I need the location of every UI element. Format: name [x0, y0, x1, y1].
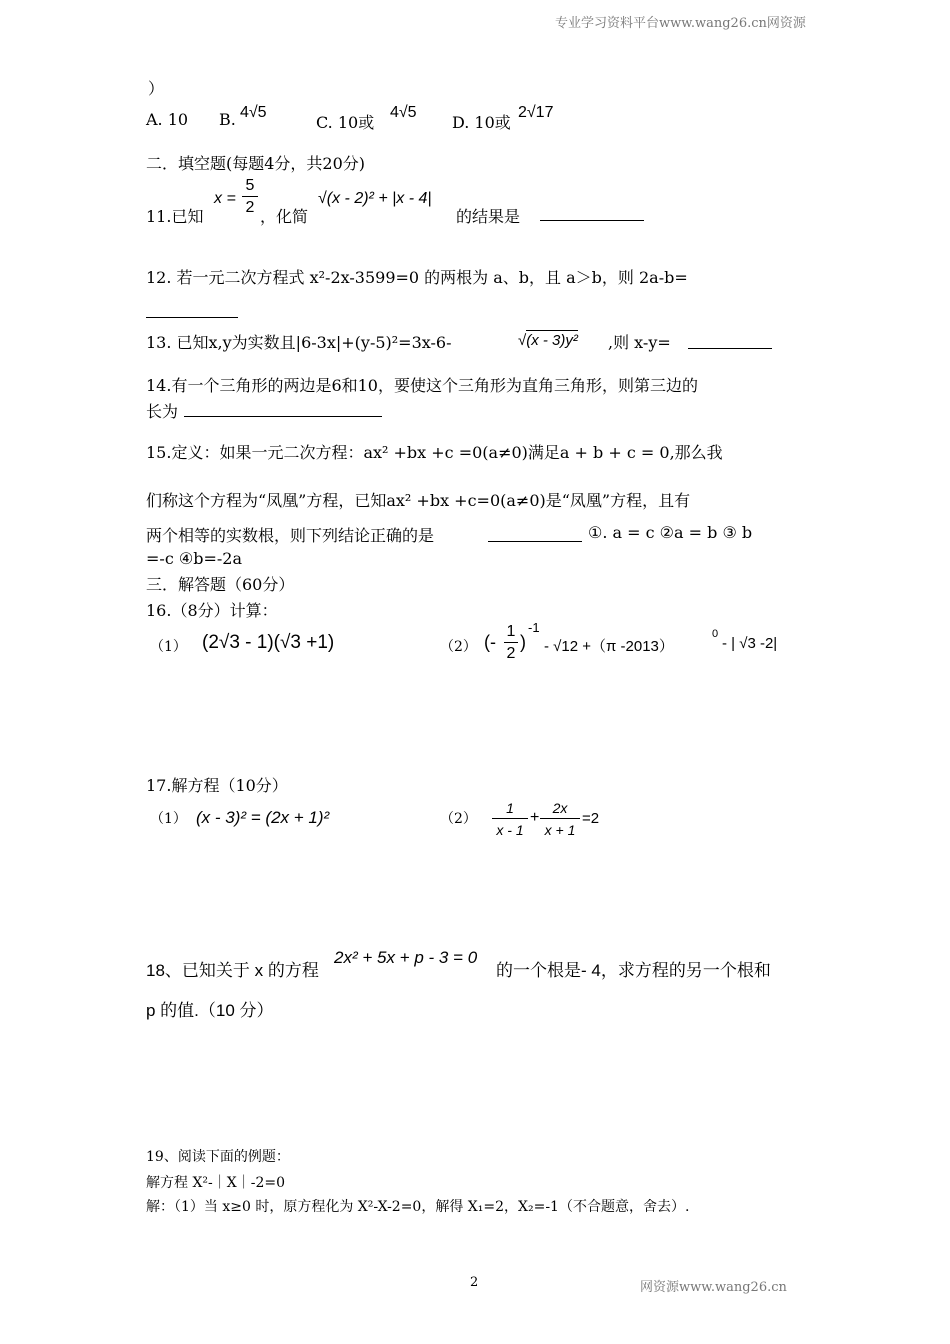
- q14-line2: 长为: [146, 402, 179, 421]
- q10-options: [146, 104, 796, 134]
- q17-p2-plus: +: [530, 809, 540, 826]
- q13-sqrt-expr: (x - 3)y²: [526, 332, 578, 349]
- q14-line1: 14.有一个三角形的两边是6和10，要使这个三角形为直角三角形，则第三边的: [146, 376, 698, 395]
- question-12: 12. 若一元二次方程式 x²-2x-3599=0 的两根为 a、b，且 a＞b，则 2a-b=: [146, 268, 688, 287]
- q17-title: 17.解方程（10分）: [146, 776, 288, 795]
- q16-p2-rest: - √12 +（π -2013）: [544, 638, 674, 655]
- q19-line3: 解：（1）当 x≥0 时，原方程化为 X²-X-2=0，解得 X₁=2，X₂=-1（不合题意，舍去）.: [146, 1199, 690, 1215]
- option-c-label: C. 10或: [316, 113, 375, 132]
- q18-line2: p 的值.（10 分）: [146, 1001, 274, 1020]
- q16-p2-frac-num: 1: [504, 622, 518, 643]
- q11-frac-num: 5: [242, 176, 258, 197]
- q16-p1-label: （1）: [150, 639, 187, 655]
- q13-sqrt: √(x - 3)y²: [518, 332, 578, 349]
- q18-prefix: 18、已知关于 x 的方程: [146, 961, 319, 980]
- q17-p1-label: （1）: [150, 811, 187, 827]
- q16-p2-frac-den: 2: [506, 645, 516, 662]
- q17-p2-f1-num: 1: [492, 798, 528, 819]
- section-3-title: 三．解答题（60分）: [146, 575, 295, 594]
- q16-p2-exp0: 0: [712, 628, 719, 640]
- option-d-math: 2√17: [518, 104, 554, 121]
- q15-line4: =-c ④b=-2a: [146, 549, 242, 568]
- q11-frac: [242, 176, 258, 219]
- q18-equation: 2x² + 5x + p - 3 = 0: [334, 948, 478, 967]
- q13-text: 13. 已知x,y为实数且|6-3x|+(y-5)²=3x-6-: [146, 333, 452, 352]
- q16-p2-base: (-: [484, 632, 496, 652]
- page-number: 2: [470, 1275, 479, 1290]
- question-13: [146, 326, 786, 362]
- footer-watermark: 网资源www.wang26.cn: [640, 1280, 787, 1295]
- q17-p2-frac1: [492, 798, 528, 841]
- q17-p2-frac2: [540, 798, 580, 841]
- header-watermark: 专业学习资料平台www.wang26.cn网资源: [555, 16, 806, 31]
- q11-suffix: 的结果是: [456, 207, 521, 226]
- q15-answer-blank[interactable]: [488, 541, 582, 542]
- q13-suffix: ,则 x-y=: [608, 333, 671, 352]
- q15-line2: 们称这个方程为“凤凰”方程，已知ax² +bx +c=0(a≠0)是“凤凰”方程，且有: [146, 491, 691, 510]
- q15-line3-options: ①. a = c ②a = b ③ b: [588, 523, 753, 542]
- q16-p2-label: （2）: [440, 639, 477, 655]
- q11-answer-blank[interactable]: [540, 220, 644, 221]
- q11-frac-den: 2: [245, 199, 255, 216]
- question-18: [146, 944, 826, 1024]
- option-c-math: 4√5: [390, 104, 417, 121]
- q11-prefix: 11.已知: [146, 207, 204, 226]
- q16-part1: [150, 626, 370, 666]
- q17-p2-label: （2）: [440, 811, 477, 827]
- q16-p2-close: ): [520, 632, 526, 652]
- q16-part2: [440, 620, 820, 672]
- q11-expr: √(x - 2)² + |x - 4|: [318, 190, 432, 207]
- q17-part2: [440, 798, 680, 844]
- q16-p2-exp: -1: [528, 620, 540, 635]
- q19-line1: 19、阅读下面的例题：: [146, 1149, 290, 1165]
- q17-p2-f2-den: x + 1: [544, 822, 576, 838]
- q17-part1: [150, 804, 410, 840]
- option-b-label: B.: [219, 110, 236, 129]
- q17-p2-f1-den: x - 1: [496, 822, 524, 838]
- q16-title: 16.（8分）计算：: [146, 601, 278, 620]
- section-2-title: 二．填空题(每题4分，共20分): [146, 154, 366, 173]
- option-a: A. 10: [146, 110, 189, 129]
- question-11: [146, 176, 706, 226]
- q15-line3-prefix: 两个相等的实数根，则下列结论正确的是: [146, 526, 435, 545]
- q16-p2-tail: - | √3 -2|: [722, 635, 778, 652]
- q18-mid: 的一个根是- 4，求方程的另一个根和: [496, 961, 771, 980]
- q12-answer-blank[interactable]: [146, 317, 238, 318]
- q17-p2-eq: =2: [582, 810, 600, 827]
- q15-line1: 15.定义：如果一元二次方程：ax² +bx +c =0(a≠0)满足a + b + c = 0,那么我: [146, 443, 723, 462]
- q16-p1-expr: (2√3 - 1)(√3 +1): [202, 632, 335, 653]
- option-d-label: D. 10或: [452, 113, 511, 132]
- q14-answer-blank[interactable]: [184, 416, 382, 417]
- q13-answer-blank[interactable]: [688, 348, 772, 349]
- q19-line2: 解方程 X²-｜X｜-2=0: [146, 1175, 286, 1191]
- q17-p2-f2-num: 2x: [540, 798, 580, 819]
- q10-paren: ）: [148, 79, 165, 98]
- q11-mid: ，化简: [260, 207, 309, 226]
- q16-p2-frac: [504, 622, 518, 665]
- q17-p1-expr: (x - 3)² = (2x + 1)²: [196, 808, 330, 827]
- q11-lhs: x =: [214, 190, 236, 207]
- option-b-math: 4√5: [240, 104, 267, 121]
